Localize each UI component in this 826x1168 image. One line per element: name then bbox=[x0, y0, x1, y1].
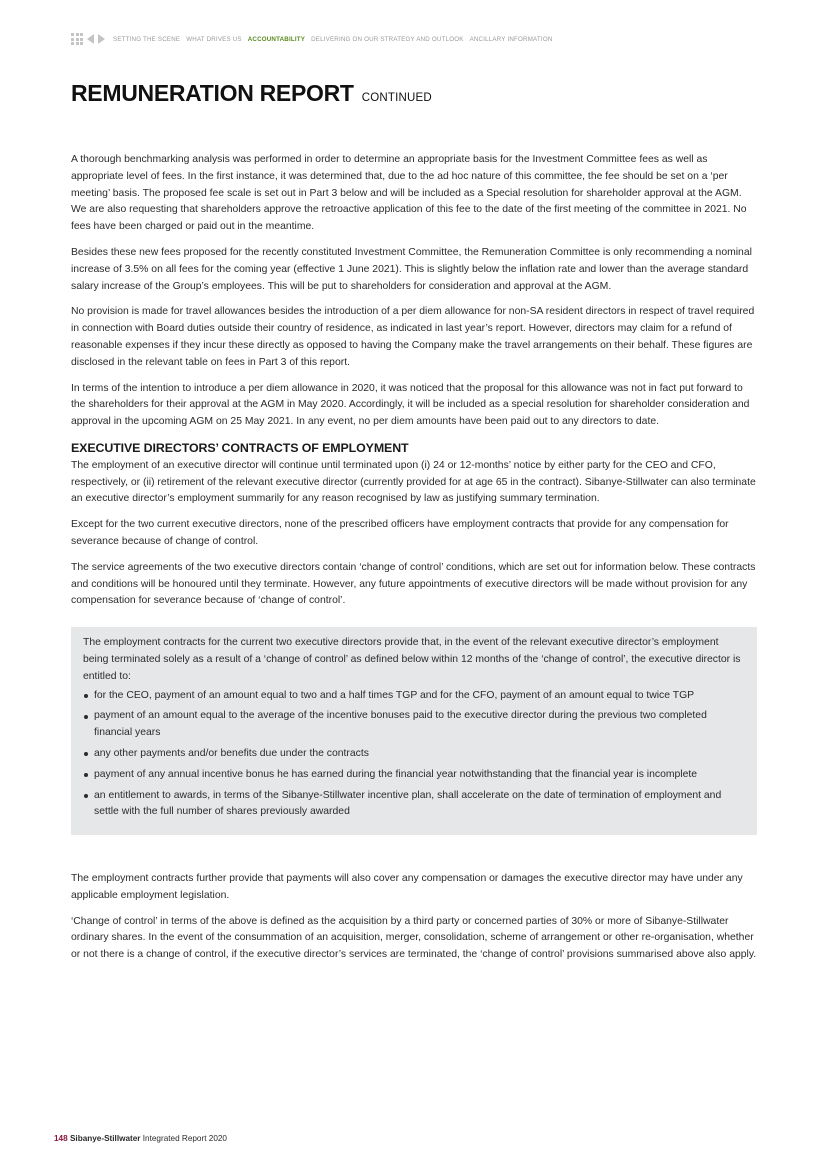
list-item: an entitlement to awards, in terms of the Sibanye-Stillwater incentive plan, shall accelerate on the date of termination of employment and settle with the full number of shares previously awarded bbox=[83, 788, 743, 822]
paragraph-fee-increase: Besides these new fees proposed for the recently constituted Investment Committee, the Remuneration Committee is only recommending a nominal increase of 3.5% on all fees for the coming year (effective 1 June 2021). This is slightly below the inflation rate and lower than the average standard salary increase of the Group’s employees. This will be put to shareholders for consideration and approval at the AGM. bbox=[71, 246, 752, 292]
nav-link-delivering-strategy[interactable]: DELIVERING ON OUR STRATEGY AND OUTLOOK bbox=[311, 35, 464, 43]
page-number: 148 bbox=[54, 1134, 68, 1143]
paragraph-investment-committee-fees: A thorough benchmarking analysis was performed in order to determine an appropriate basis for the Investment Committee fees as well as appropriate level of fees. In the first instance, it was determined that, due to the ad hoc nature of this committee, the fee should be set on a ‘per meeting’ basis. The proposed fee scale is set out in Part 3 below and will be included as a Special resolution for shareholder approval at the AGM. We are also requesting that shareholders approve the retroactive application of this fee to the date of the first meeting of the committee in 2021. No fees have been charged or paid out in the meantime. bbox=[71, 154, 747, 233]
grid-menu-icon[interactable] bbox=[71, 33, 83, 45]
next-page-icon[interactable] bbox=[98, 34, 105, 44]
page-title-text: REMUNERATION REPORT bbox=[71, 80, 354, 106]
footer-report-name: Integrated Report 2020 bbox=[142, 1134, 227, 1143]
entitlement-list bbox=[83, 688, 743, 822]
paragraph-per-diem: In terms of the intention to introduce a per diem allowance in 2020, it was noticed that the proposal for this allowance was not in fact put forward to the shareholders for their approval at the AGM in May 2020. Accordingly, it will be included as a special resolution for shareholder consideration and approval in the upcoming AGM on 25 May 2021. In any event, no per diem amounts have been paid out to any directors to date. bbox=[71, 382, 750, 428]
list-item: any other payments and/or benefits due under the contracts bbox=[83, 746, 743, 763]
paragraph-change-of-control-conditions: The service agreements of the two executive directors contain ‘change of control’ conditions, which are set out for information below. These contracts and conditions will be honoured until they terminate. However, any future appointments of executive directors will be made without provision for any compensation for severance because of ‘change of control’. bbox=[71, 561, 756, 607]
paragraph-travel-allowances: No provision is made for travel allowances besides the introduction of a per diem allowance for non-SA resident directors in respect of travel required in connection with Board duties outside their country of residence, as indicated in last year’s report. However, directors may claim for a refund of reasonable expenses if they incur these directly as opposed to having the Company make the travel arrangements on their behalf. These figures are disclosed in the relevant table on fees in Part 3 of this report. bbox=[71, 306, 755, 368]
page-footer bbox=[54, 1134, 227, 1143]
nav-link-accountability[interactable]: ACCOUNTABILITY bbox=[247, 35, 306, 43]
nav-link-ancillary-information[interactable]: ANCILLARY INFORMATION bbox=[469, 35, 553, 43]
page-subtitle: CONTINUED bbox=[361, 92, 432, 104]
section-links bbox=[113, 36, 553, 43]
nav-link-setting-the-scene[interactable]: SETTING THE SCENE bbox=[113, 35, 181, 43]
list-item: payment of an amount equal to the average of the incentive bonuses paid to the executive director during the previous two completed financial years bbox=[83, 708, 743, 742]
top-navigation bbox=[71, 31, 553, 47]
nav-link-what-drives-us[interactable]: WHAT DRIVES US bbox=[186, 35, 242, 43]
paragraph-termination-terms: The employment of an executive director will continue until terminated upon (i) 24 or 12-months’ notice by either party for the CEO and CFO, respectively, or (ii) retirement of the relevant executive director (currently provided for at age 65 in the contract). Sibanye-Stillwater can also terminate an executive director’s employment summarily for any reason recognised by law as justifying summary termination. bbox=[71, 459, 756, 505]
paragraph-prescribed-officers: Except for the two current executive directors, none of the prescribed officers have employment contracts that provide for any compensation for severance because of change of control. bbox=[71, 519, 729, 547]
list-item: for the CEO, payment of an amount equal to two and a half times TGP and for the CFO, payment of an amount equal to twice TGP bbox=[83, 688, 743, 705]
change-of-control-box bbox=[71, 627, 757, 835]
section-heading-executive-contracts: EXECUTIVE DIRECTORS’ CONTRACTS OF EMPLOYMENT bbox=[71, 440, 409, 455]
page-title bbox=[71, 80, 432, 107]
box-intro: The employment contracts for the current two executive directors provide that, in the event of the relevant executive director’s employment being terminated solely as a result of a ‘change of control’ as defined below within 12 months of the ‘change of control’, the executive director is entitled to: bbox=[83, 637, 741, 682]
nav-icons bbox=[71, 33, 105, 45]
main-content bbox=[71, 152, 757, 973]
paragraph-compensation-damages: The employment contracts further provide that payments will also cover any compensation or damages the executive director may have under any applicable employment legislation. bbox=[71, 873, 743, 901]
list-item: payment of any annual incentive bonus he has earned during the financial year notwithstanding that the financial year is incomplete bbox=[83, 767, 743, 784]
footer-company: Sibanye-Stillwater bbox=[69, 1134, 141, 1143]
previous-page-icon[interactable] bbox=[87, 34, 94, 44]
paragraph-change-of-control-definition: ‘Change of control’ in terms of the above is defined as the acquisition by a third party or concerned parties of 30% or more of Sibanye-Stillwater ordinary shares. In the event of the consummation of an acquisition, merger, consolidation, scheme of arrangement or other re-organisation, whether or not there is a change of control, if the executive director’s services are terminated, the ‘change of control’ provisions summarised above also apply. bbox=[71, 915, 757, 961]
